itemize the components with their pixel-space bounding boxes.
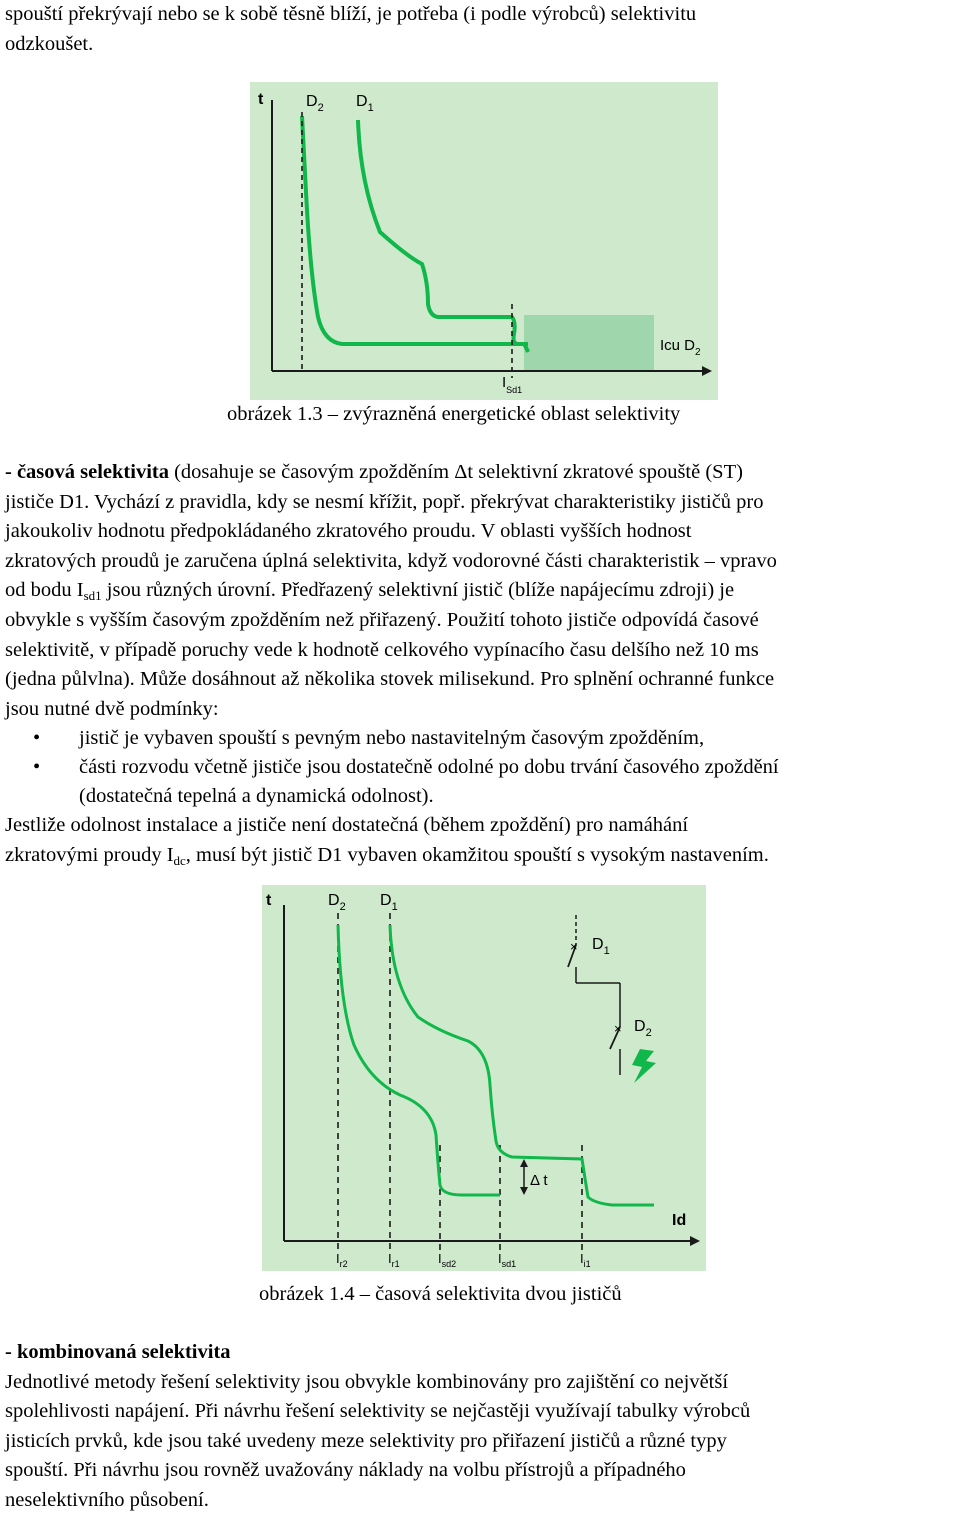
label-icu-d2: Icu $D_2$ bbox=[660, 337, 701, 358]
label-isd1: $I_{Sd1}$ bbox=[502, 374, 523, 395]
axis-label-t: t bbox=[258, 91, 264, 108]
figure-energy-selectivity bbox=[250, 82, 718, 400]
tick-label-ir1: $I_{r1}$ bbox=[388, 1251, 400, 1269]
switch-label-d2: $D_2$ bbox=[634, 1018, 652, 1039]
switch-label-d1: $D_1$ bbox=[592, 936, 610, 957]
tick-label-ii1: $I_{i1}$ bbox=[580, 1251, 591, 1269]
label-delta-t: Δ t bbox=[530, 1172, 548, 1189]
label-d2: $D_2$ bbox=[328, 892, 346, 913]
resistance-paragraph: Jestliže odolnost instalace a jističe není dostatečná (během zpoždění) pro namáhání zkratovými proudy $I_{dc}$, musí být jistič D1 vybaven okamžitou spouští s vysokým nastavením. bbox=[5, 814, 769, 868]
label-d1: $D_1$ bbox=[356, 93, 374, 114]
tick-label-ir2: $I_{r2}$ bbox=[336, 1251, 348, 1269]
figure2-caption: obrázek 1.4 – časová selektivita dvou jističů bbox=[259, 1283, 622, 1305]
selectivity-zone bbox=[524, 315, 654, 371]
intro-line: spouští překrývají nebo se k sobě těsně blíží, je potřeba (i podle výrobců) selektivitu bbox=[5, 3, 697, 25]
switch-d2-cross-icon: × bbox=[614, 1021, 622, 1036]
intro-line: odzkoušet. bbox=[5, 32, 94, 55]
intro-paragraph bbox=[5, 0, 960, 59]
time-selectivity-heading: - časová selektivita bbox=[5, 461, 169, 483]
combined-selectivity-heading: - kombinovaná selektivita bbox=[5, 1341, 231, 1363]
figure-time-selectivity bbox=[262, 885, 706, 1271]
switch-d1-cross-icon: × bbox=[570, 939, 578, 954]
axis-label-id: Id bbox=[672, 1212, 687, 1229]
figure1-caption: obrázek 1.3 – zvýrazněná energetické oblast selektivity bbox=[227, 403, 681, 425]
combined-selectivity-paragraph: - kombinovaná selektivita Jednotlivé metody řešení selektivity jsou obvykle kombinovány pro zajištění co největší spolehlivosti napájení. Při návrhu řešení selektivity se nejčastěji využívají tabulky výrobců jisticích prvků, kde jsou také uvedeny meze selektivity pro přiřazení jističů a různé typy spouští. Při návrhu jsou rovněž uvažovány náklady na volbu přístrojů a případného neselektivního působení. bbox=[5, 1341, 751, 1511]
bullet-symbol: • bbox=[33, 727, 41, 749]
bullet-symbol: • bbox=[33, 756, 41, 778]
tick-label-isd1: $I_{sd1}$ bbox=[498, 1251, 517, 1269]
time-selectivity-paragraph: - časová selektivita (dosahuje se časovým zpožděním Δt selektivní zkratové spouště (ST) jističe D1. Vychází z pravidla, kdy se nesmí křížit, popř. překrývat charakteristiky jističů pro jakoukoliv hodnotu předpokládaného zkratového proudu. V oblasti vyšších hodnost zkratových proudů je zaručena úplná selektivita, když vodorovné části charakteristik – vpravo od bodu $I_{sd1}$ jsou různých úrovní. Předřazený selektivní jistič (blíže napájecímu zdroji) je obvykle s vyšším časovým zpožděním než přiřazený. Použití tohoto jističe odpovídá časové selektivitě, v případě poruchy vede k hodnotě celkového vypínacího času delšího než 10 ms (jedna půlvlna). Může dosáhnout až několika stovek milisekund. Pro splnění ochranné funkce jsou nutné dvě podmínky: bbox=[5, 461, 777, 720]
axis-label-t: t bbox=[266, 892, 272, 909]
label-d2: $D_2$ bbox=[306, 93, 324, 114]
label-d1: $D_1$ bbox=[380, 892, 398, 913]
tick-label-isd2: $I_{sd2}$ bbox=[438, 1251, 457, 1269]
